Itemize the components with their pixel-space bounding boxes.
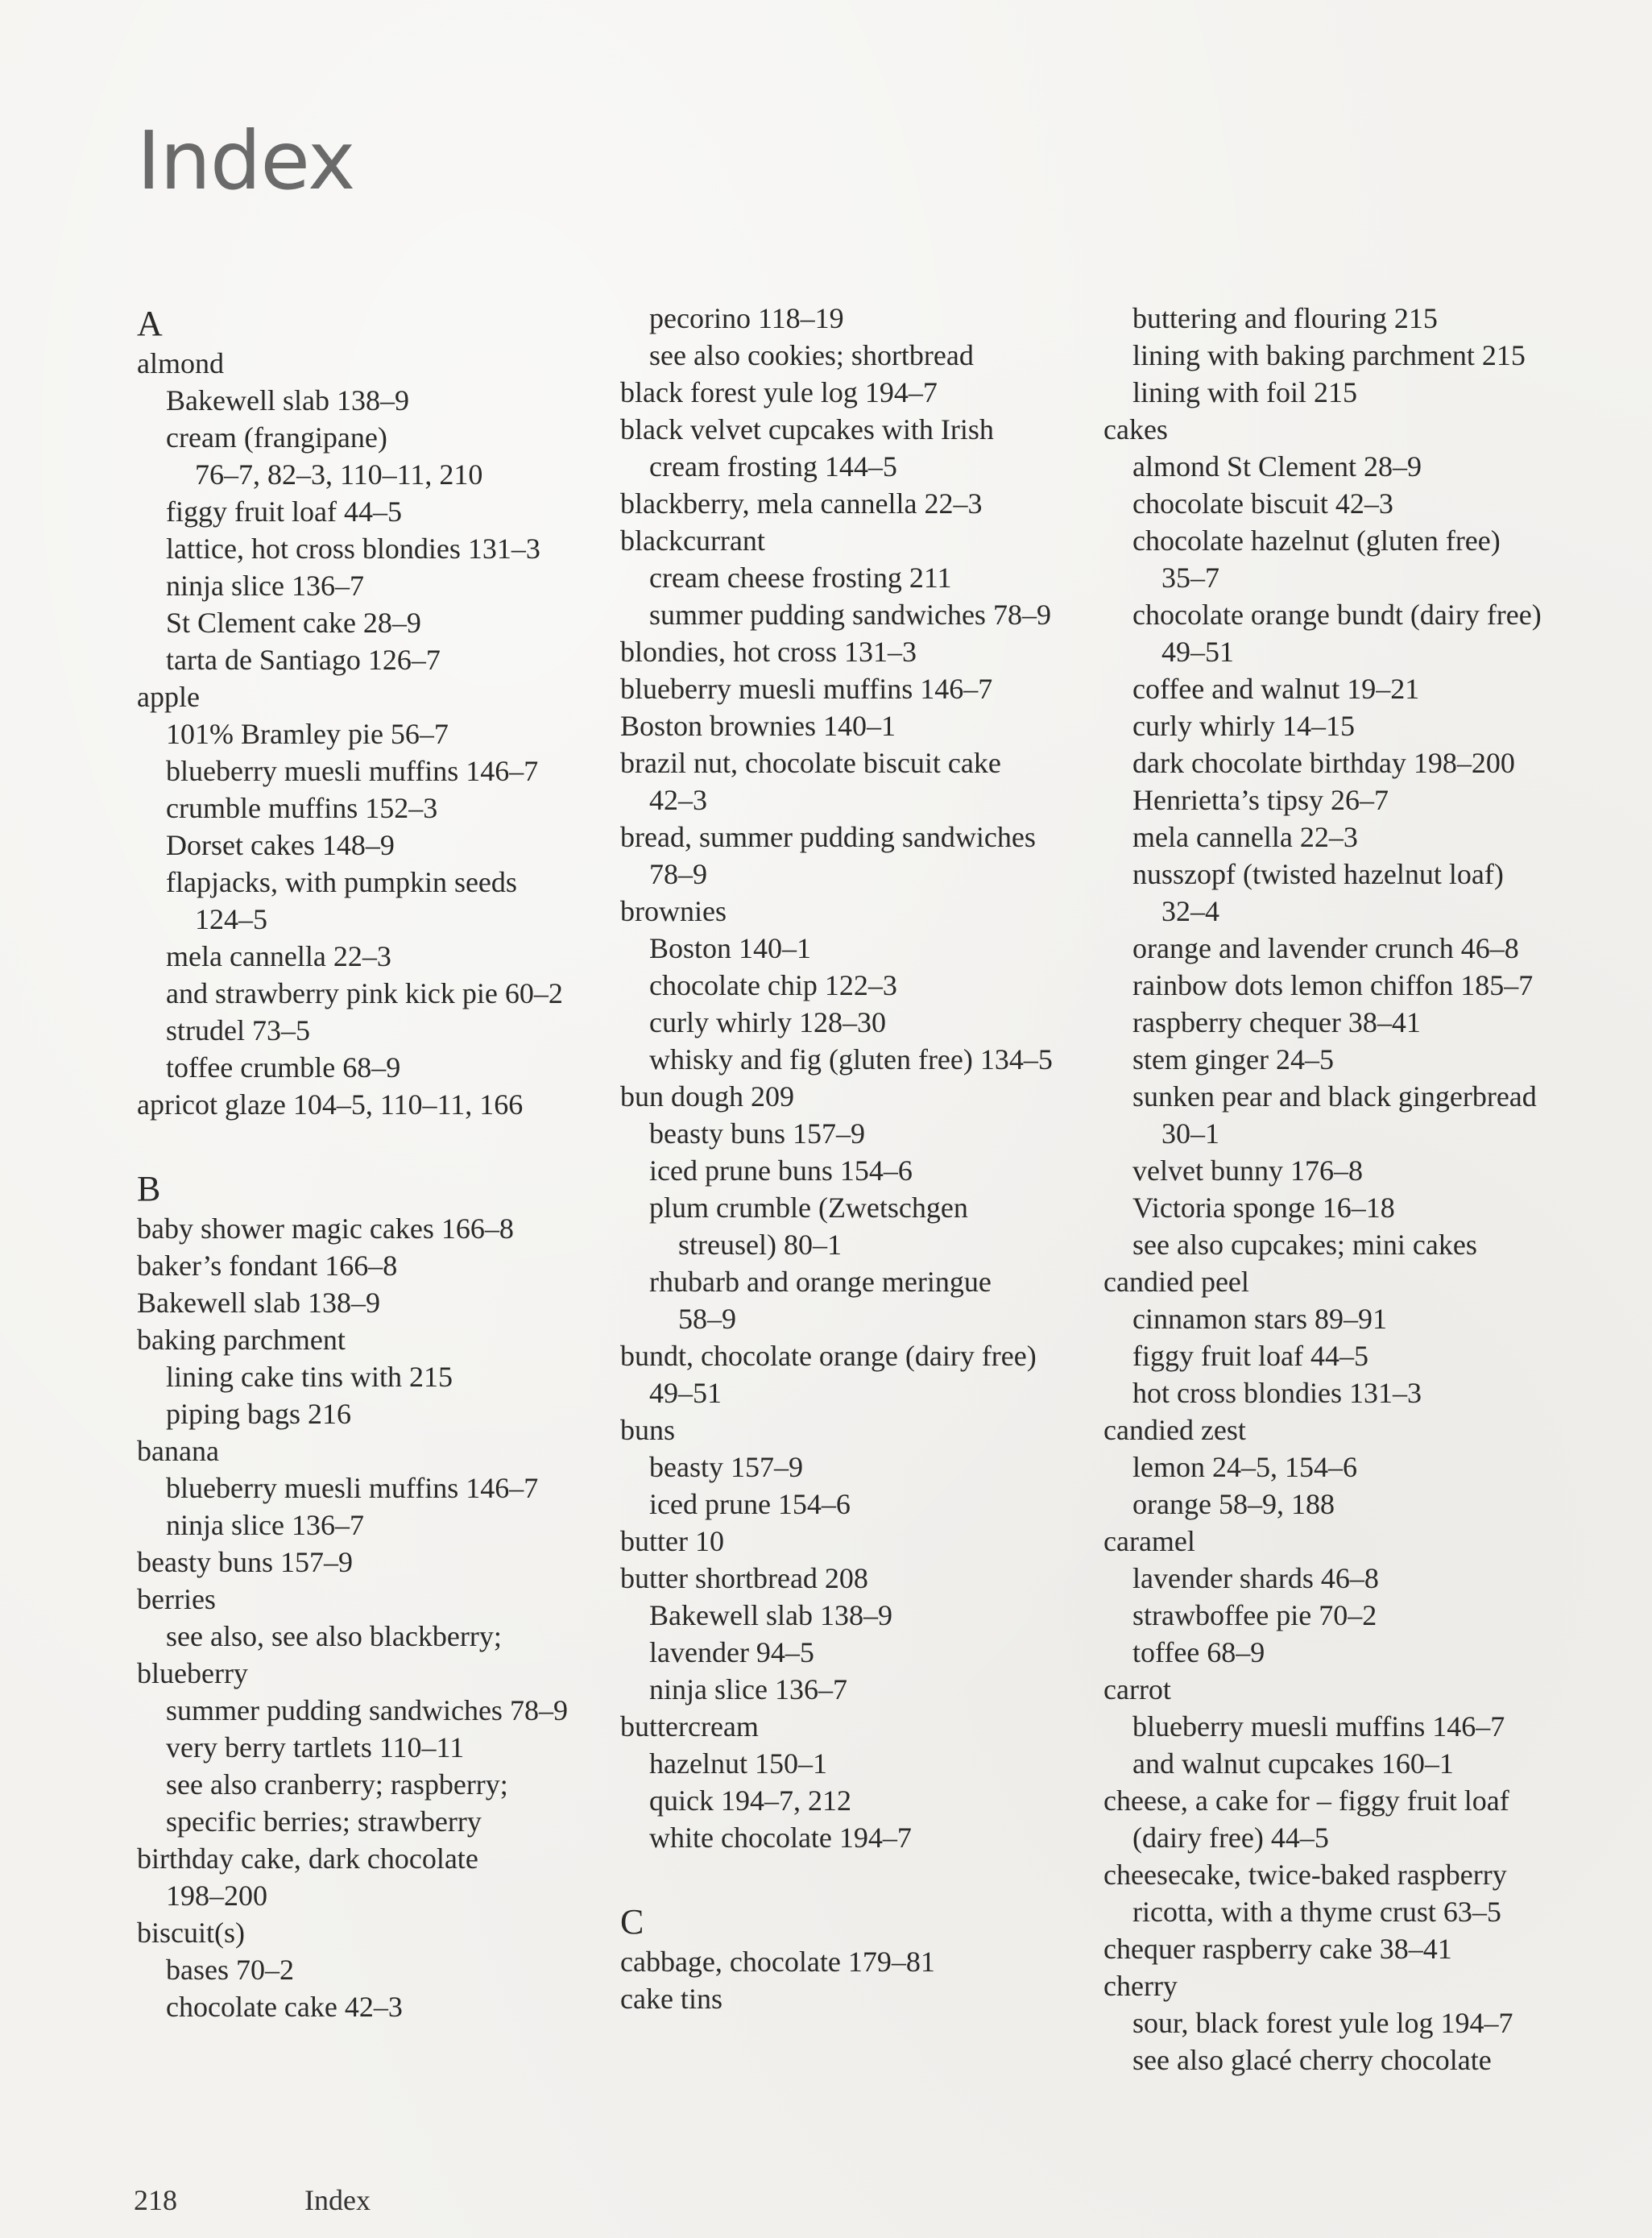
- index-subentry: raspberry chequer 38–41: [1132, 1006, 1421, 1038]
- index-column-2: [620, 300, 1103, 2017]
- index-subentry: stem ginger 24–5: [1132, 1043, 1334, 1075]
- index-subentry: iced prune 154–6: [649, 1488, 851, 1520]
- index-subentry: coffee and walnut 19–21: [1132, 673, 1420, 705]
- index-column-3: [1103, 300, 1619, 2078]
- index-subentry: ricotta, with a thyme crust 63–5: [1132, 1896, 1501, 1928]
- index-subentry: orange and lavender crunch 46–8: [1132, 932, 1519, 964]
- section-gap: [620, 1856, 1103, 1898]
- index-subentry: beasty buns 157–9: [649, 1117, 865, 1150]
- index-subentry: 49–51: [1161, 636, 1234, 668]
- index-entry: blackberry, mela cannella 22–3: [620, 487, 983, 520]
- index-entry: candied peel: [1103, 1266, 1249, 1298]
- index-subentry: buttering and flouring 215: [1132, 302, 1438, 334]
- index-entry: blackcurrant: [620, 524, 765, 557]
- index-subentry: 124–5: [195, 903, 267, 935]
- index-entry: Bakewell slab 138–9: [137, 1287, 380, 1319]
- index-entry: cakes: [1103, 413, 1168, 446]
- index-entry: butter shortbread 208: [620, 1562, 868, 1594]
- index-subentry: sour, black forest yule log 194–7: [1132, 2007, 1513, 2039]
- index-subentry: see also cranberry; raspberry;: [166, 1768, 508, 1801]
- section-gap: [137, 1123, 620, 1165]
- index-subentry: figgy fruit loaf 44–5: [1132, 1340, 1368, 1372]
- index-entry: cake tins: [620, 1983, 722, 2015]
- index-subentry: 32–4: [1161, 895, 1219, 927]
- index-subentry: pecorino 118–19: [649, 302, 844, 334]
- index-subentry: see also cookies; shortbread: [649, 339, 974, 371]
- index-subentry: see also cupcakes; mini cakes: [1132, 1229, 1477, 1261]
- index-subentry: mela cannella 22–3: [166, 940, 391, 972]
- index-entry: baking parchment: [137, 1324, 346, 1356]
- index-subentry: Boston 140–1: [649, 932, 812, 964]
- index-subentry: summer pudding sandwiches 78–9: [166, 1694, 568, 1726]
- index-subentry: orange 58–9, 188: [1132, 1488, 1335, 1520]
- index-entry: brownies: [620, 895, 727, 927]
- index-entry: bundt, chocolate orange (dairy free): [620, 1340, 1037, 1372]
- index-subentry: and strawberry pink kick pie 60–2: [166, 977, 563, 1009]
- index-subentry: cinnamon stars 89–91: [1132, 1303, 1387, 1335]
- index-subentry: flapjacks, with pumpkin seeds: [166, 866, 517, 898]
- index-subentry: 76–7, 82–3, 110–11, 210: [195, 458, 483, 491]
- index-subentry: nusszopf (twisted hazelnut loaf): [1132, 858, 1504, 890]
- index-subentry: cream (frangipane): [166, 421, 387, 454]
- index-subentry: St Clement cake 28–9: [166, 607, 421, 639]
- index-subentry: strudel 73–5: [166, 1014, 310, 1046]
- index-subentry: cream frosting 144–5: [649, 450, 897, 483]
- index-entry: buns: [620, 1414, 676, 1446]
- index-entry: buttercream: [620, 1710, 759, 1743]
- index-entry: almond: [137, 347, 224, 379]
- index-subentry: velvet bunny 176–8: [1132, 1154, 1363, 1187]
- index-subentry: strawboffee pie 70–2: [1132, 1599, 1377, 1631]
- index-entry: chequer raspberry cake 38–41: [1103, 1933, 1452, 1965]
- index-subentry: mela cannella 22–3: [1132, 821, 1358, 853]
- index-entry: baby shower magic cakes 166–8: [137, 1212, 514, 1245]
- index-subentry: 101% Bramley pie 56–7: [166, 718, 449, 750]
- index-subentry: chocolate orange bundt (dairy free): [1132, 599, 1542, 631]
- index-subentry: figgy fruit loaf 44–5: [166, 495, 402, 528]
- index-subentry: hazelnut 150–1: [649, 1747, 827, 1780]
- index-subentry: blueberry muesli muffins 146–7: [1132, 1710, 1505, 1743]
- index-subentry: Bakewell slab 138–9: [166, 384, 409, 417]
- index-subentry: 35–7: [1161, 562, 1219, 594]
- index-subentry: piping bags 216: [166, 1398, 351, 1430]
- index-subentry: Bakewell slab 138–9: [649, 1599, 892, 1631]
- index-subentry: lattice, hot cross blondies 131–3: [166, 533, 540, 565]
- index-subentry: blueberry muesli muffins 146–7: [166, 755, 539, 787]
- index-subentry: summer pudding sandwiches 78–9: [649, 599, 1051, 631]
- index-entry: blondies, hot cross 131–3: [620, 636, 917, 668]
- index-entry: cabbage, chocolate 179–81: [620, 1946, 935, 1978]
- index-entry: bun dough 209: [620, 1080, 794, 1113]
- index-subentry: see also, see also blackberry;: [166, 1620, 502, 1652]
- index-entry: apricot glaze 104–5, 110–11, 166: [137, 1088, 524, 1121]
- index-subentry: iced prune buns 154–6: [649, 1154, 913, 1187]
- index-entry: blueberry muesli muffins 146–7: [620, 673, 993, 705]
- index-entry: cherry: [1103, 1970, 1178, 2002]
- index-subentry: toffee crumble 68–9: [166, 1051, 401, 1084]
- index-entry: Boston brownies 140–1: [620, 710, 896, 742]
- section-letter: C: [620, 1902, 644, 1942]
- index-subentry: beasty 157–9: [649, 1451, 803, 1483]
- index-subentry: 58–9: [678, 1303, 736, 1335]
- index-entry: beasty buns 157–9: [137, 1546, 353, 1578]
- index-subentry: plum crumble (Zwetschgen: [649, 1192, 968, 1224]
- index-subentry: almond St Clement 28–9: [1132, 450, 1422, 483]
- index-entry: birthday cake, dark chocolate: [137, 1842, 478, 1875]
- index-subentry: whisky and fig (gluten free) 134–5: [649, 1043, 1053, 1075]
- index-subentry: Dorset cakes 148–9: [166, 829, 395, 861]
- index-entry: berries: [137, 1583, 216, 1615]
- index-subentry: ninja slice 136–7: [166, 1509, 364, 1541]
- index-entry: carrot: [1103, 1673, 1171, 1705]
- index-subentry: chocolate hazelnut (gluten free): [1132, 524, 1501, 557]
- index-subentry: 78–9: [649, 858, 707, 890]
- index-subentry: tarta de Santiago 126–7: [166, 644, 441, 676]
- index-subentry: Henrietta’s tipsy 26–7: [1132, 784, 1389, 816]
- index-entry: cheese, a cake for – figgy fruit loaf: [1103, 1784, 1509, 1817]
- index-subentry: bases 70–2: [166, 1954, 294, 1986]
- index-entry: blueberry: [137, 1657, 248, 1689]
- index-subentry: cream cheese frosting 211: [649, 562, 952, 594]
- index-subentry: Victoria sponge 16–18: [1132, 1192, 1395, 1224]
- index-subentry: chocolate biscuit 42–3: [1132, 487, 1393, 520]
- index-subentry: 42–3: [649, 784, 707, 816]
- index-subentry: streusel) 80–1: [678, 1229, 842, 1261]
- index-subentry: blueberry muesli muffins 146–7: [166, 1472, 539, 1504]
- index-entry: brazil nut, chocolate biscuit cake: [620, 747, 1001, 779]
- index-subentry: curly whirly 128–30: [649, 1006, 886, 1038]
- index-entry: candied zest: [1103, 1414, 1246, 1446]
- index-subentry: rhubarb and orange meringue: [649, 1266, 992, 1298]
- running-head: Index: [304, 2184, 371, 2216]
- index-subentry: lining with baking parchment 215: [1132, 339, 1526, 371]
- index-subentry: quick 194–7, 212: [649, 1784, 851, 1817]
- index-column-1: [137, 300, 620, 2025]
- section-letter: B: [137, 1169, 161, 1208]
- index-subentry: chocolate chip 122–3: [649, 969, 897, 1001]
- index-subentry: 49–51: [649, 1377, 722, 1409]
- index-subentry: very berry tartlets 110–11: [166, 1731, 465, 1763]
- index-entry: butter 10: [620, 1525, 724, 1557]
- page-number: 218: [134, 2184, 177, 2216]
- page-title: Index: [137, 114, 355, 208]
- index-subentry: lavender 94–5: [649, 1636, 814, 1668]
- index-subentry: lavender shards 46–8: [1132, 1562, 1379, 1594]
- index-subentry: specific berries; strawberry: [166, 1805, 482, 1838]
- index-subentry: 198–200: [166, 1880, 267, 1912]
- index-entry: caramel: [1103, 1525, 1195, 1557]
- index-subentry: and walnut cupcakes 160–1: [1132, 1747, 1454, 1780]
- index-entry: cheesecake, twice-baked raspberry: [1103, 1859, 1507, 1891]
- index-subentry: white chocolate 194–7: [649, 1821, 912, 1854]
- index-subentry: sunken pear and black gingerbread: [1132, 1080, 1537, 1113]
- index-entry: black forest yule log 194–7: [620, 376, 938, 408]
- index-entry: black velvet cupcakes with Irish: [620, 413, 994, 446]
- index-subentry: rainbow dots lemon chiffon 185–7: [1132, 969, 1534, 1001]
- index-subentry: (dairy free) 44–5: [1132, 1821, 1329, 1854]
- index-entry: bread, summer pudding sandwiches: [620, 821, 1036, 853]
- index-subentry: 30–1: [1161, 1117, 1219, 1150]
- index-entry: biscuit(s): [137, 1917, 245, 1949]
- index-entry: baker’s fondant 166–8: [137, 1250, 398, 1282]
- index-subentry: chocolate cake 42–3: [166, 1991, 403, 2023]
- index-subentry: see also glacé cherry chocolate: [1132, 2044, 1492, 2076]
- section-letter: A: [137, 304, 163, 343]
- index-subentry: hot cross blondies 131–3: [1132, 1377, 1422, 1409]
- index-entry: apple: [137, 681, 200, 713]
- index-subentry: toffee 68–9: [1132, 1636, 1265, 1668]
- index-subentry: dark chocolate birthday 198–200: [1132, 747, 1515, 779]
- index-subentry: lining with foil 215: [1132, 376, 1357, 408]
- index-subentry: lining cake tins with 215: [166, 1361, 453, 1393]
- index-subentry: crumble muffins 152–3: [166, 792, 438, 824]
- index-subentry: lemon 24–5, 154–6: [1132, 1451, 1357, 1483]
- index-subentry: ninja slice 136–7: [166, 570, 364, 602]
- index-subentry: curly whirly 14–15: [1132, 710, 1355, 742]
- index-subentry: ninja slice 136–7: [649, 1673, 847, 1705]
- index-entry: banana: [137, 1435, 219, 1467]
